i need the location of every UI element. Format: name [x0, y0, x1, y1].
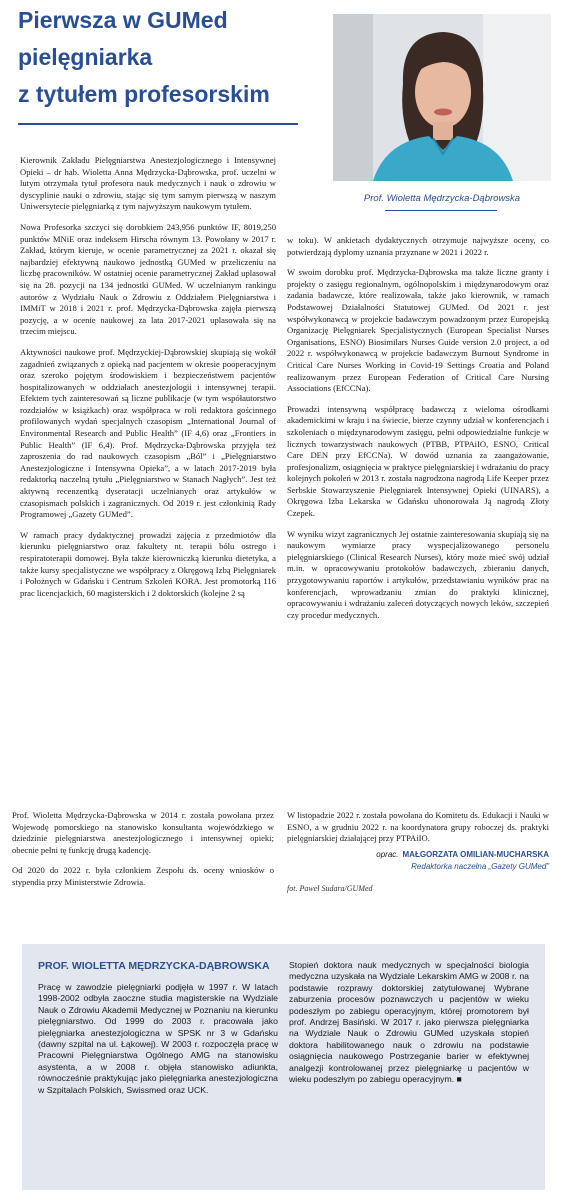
paragraph: W listopadzie 2022 r. została powołana do Komitetu ds. Edukacji i Nauki w ESNO, a w grudniu 2022 r. na koordynatora grupy roboczej ds. praktyki pielęgniarskiej działającej przy PTPAiIO. [287, 810, 549, 844]
article-column-right [287, 235, 549, 630]
bio-column-left: Pracę w zawodzie pielęgniarki podjęła w 1997 r. W latach 1998-2002 odbyła zaoczne studia magisterskie na Wydziale Nauk o Zdrowiu Akademii Medycznej w Poznaniu na kierunku pielęgniarstwo. Od 1999 do 2003 r. pracowała jako pielęgniarka anestezjologiczna w SPSK nr 3 w Gdańsku (dawny szpital na ul. Łąkowej). W 2003 r. rozpoczęła pracę w Pracowni Pielęgniarstwa Ogólnego AMG na stanowisku asystenta, a w 2008 r. objęła stanowisko adiunkta, równocześnie praktykując jako pielęgniarka anestezjologiczna w Szpitalach Polskich, Swissmed oraz UCK. [38, 982, 278, 1095]
paragraph: W swoim dorobku prof. Mędrzycka-Dąbrowska ma także liczne granty i projekty o zasięgu regionalnym, ogólnopolskim i międzynarodowym oraz zadania badawcze, które realizowała, także jako kierownik, w ramach Podstawowej Działalności Statutowej GUMed. Od 2021 r. jest współwykonawcą w projekcie badawczym powadzonym przez Europejską Organizację Pielęgniarek Specjalistycznych (European Specialist Nurses Organisations, ESNO) Biosimilars Nurses Guide version 2.0 project, a od 2022 r. współwykonawcą w projekcie badawczym Burnout Syndrome in Critical Care Nurses Working in Covid-19 Settings Croatia and Poland realizowanym przez European Federation of Critical Care Nursing Associations (EfCCNa). [287, 267, 549, 394]
portrait-photo [333, 14, 551, 181]
bio-column-right: Stopień doktora nauk medycznych w specjalności biologia medyczna uzyskała na Wydziale Lekarskim AMG w 2008 r. na podstawie rozprawy doktorskiej zatytułowanej Wybrane zaburzenia procesów poznawczych u pacjentów w wieku podeszłym po zabiegu operacyjnym, której promotorem był prof. Andrzej Basiński. W 2017 r. jako pierwsza pielęgniarka na Wydziale Nauk o Zdrowiu GUMed uzyskała stopień doktora habilitowanego nauk o zdrowiu na podstawie osiągnięcia naukowego Postrzeganie barier w efektywnej analgezji kontrolowanej przez pielęgniarkę u pacjentów w wieku podeszłym po zabiegu operacyjnym. ■ [289, 960, 529, 1085]
title-divider [18, 123, 298, 125]
article-title [18, 2, 318, 113]
paragraph: Kierownik Zakładu Pielęgniarstwa Anestezjologicznego i Intensywnej Opieki – dr hab. Wioletta Anna Mędrzycka-Dąbrowska, prof. uczelni w lutym otrzymała tytuł profesora nauk medycznych i nauk o zdrowiu w dyscyplinie nauki o zdrowiu, stając się tym samym pierwszą w naszym Uniwersytecie pielęgniarką z tym najwyższym naukowym tytułem. [20, 155, 276, 212]
caption-divider [385, 210, 497, 211]
author-role: Redaktorka naczelna „Gazety GUMed” [411, 862, 549, 872]
paragraph: w toku). W ankietach dydaktycznych otrzymuje najwyższe oceny, co potwierdzają dyplomy uznania przyznane w 2021 i 2022 r. [287, 235, 549, 257]
article-footer-right [287, 810, 549, 873]
article-column-left [20, 155, 276, 608]
title-line: pielęgniarka [18, 44, 153, 70]
paragraph: Nowa Profesorka szczyci się dorobkiem 243,956 punktów IF, 8019,250 punktów MNiE oraz indeksem Hirscha równym 13. Powołany w 2017 r. Zakład, którym kieruje, w ocenie parametrycznej za 2021 r. okazał się najbardziej efektywną naukowo jednostką GUMed w przeliczeniu na liczbę pracowników. W ostatniej ocenie parametrycznej Zakład uplasował się na 28. pozycji na 134 jednostki GUMed. W uczelnianym rankingu autorów z Wydziału Nauk o Zdrowiu z Oddziałem Pielęgniarstwa i IMMiT w 2018 i 2021 r. prof. Mędrzycka-Dąbrowska zajęła pierwszą pozycję, a w ocenie naukowej za lata 2017-2021 uplasowała się na trzecim miejscu. [20, 221, 276, 337]
photo-caption: Prof. Wioletta Mędrzycka-Dąbrowska [363, 193, 521, 204]
paragraph: Aktywności naukowe prof. Mędrzyckiej-Dąbrowskiej skupiają się wokół zagadnień związanych z opieką nad pacjentem w okresie pooperacyjnym oraz szeroko pojętym środowiskiem i bezpieczeństwem pacjentów hospitalizowanych w oddziałach anestezjologii i intensywnej terapii. Efektem tych zainteresowań są liczne publikacje (w tym współautorstwo rozdziałów w książkach) oraz współpraca w roli redaktora gościnnego profilowanych wydań specjalnych czasopism „International Journal of Environmental Research and Public Health” (IF 4,6) oraz „Frontiers in Public Health” (IF 6,4). Prof. Mędrzycka-Dąbrowska przyjęła też zaproszenia do rad naukowych czasopism „Ból” i „Pielęgniarstwo Anestezjologiczne i Intensywna Opieka”, a w latach 2017-2019 była redaktorką naczelną tytułu „Pielęgniarstwo w Stanach Nagłych”. Jest też aktywną recenzentką dyseratacji uczelnianych oraz artykułów w czasopismach polskich i zagranicznych. Od 2019 r. jest członkinią Rady Programowej „Gazety GUMed”. [20, 346, 276, 520]
author-signature [287, 849, 549, 873]
paragraph: Prof. Wioletta Mędrzycka-Dąbrowska w 2014 r. została powołana przez Wojewodę pomorskiego na stanowisko konsultanta wojewódzkiego w dziedzinie pielęgniarstwa anestezjologicznego i intensywnej opieki; obecnie pełni tę funkcję drugą kadencję. [12, 810, 274, 855]
author-name: MAŁGORZATA OMILIAN-MUCHARSKA [402, 849, 549, 859]
signature-label: oprac. [376, 849, 399, 859]
bio-box [22, 944, 545, 1190]
paragraph: W ramach pracy dydaktycznej prowadzi zajęcia z przedmiotów dla kierunku pielęgniarstwo oraz fakultety nt. terapii bólu ostrego i respiratoterapii domowej. Była także kierowniczką kierunku dietetyka, a także kursy specjalistyczne we współpracy z Okręgową Izbą Pielęgniarek i Położnych w Gdańsku i Centrum Szkoleń KORA. Jest promotorką 116 prac licencjackich, 60 magisterskich i 2 doktorskich (kolejne 2 są [20, 529, 276, 598]
article-footer-left [12, 810, 274, 898]
photo-credit: fot. Paweł Sudara/GUMed [287, 884, 373, 893]
paragraph: Od 2020 do 2022 r. była członkiem Zespołu ds. oceny wniosków o stypendia przy Ministerstwie Zdrowia. [12, 865, 274, 887]
paragraph: W wyniku wizyt zagranicznych Jej ostatnie zainteresowania skupiają się na naukowym wymiarze pracy wyspecjalizowanego personelu pielęgniarskiego (Clinical Research Nurses), który może mieć swój udział m.in. w opracowywaniu protokołów badawczych, zbieraniu danych, przygotowywaniu raportów i artykułów, przedstawianiu wyników prac na konferencjach, wprowadzaniu zmian do praktyki klinicznej, opracowywaniu i wdrażaniu zaleceń dotyczących nowych leków, szczepień czy procedur medycznych. [287, 528, 549, 620]
bio-title: PROF. WIOLETTA MĘDRZYCKA-DĄBROWSKA [38, 960, 270, 972]
title-line: Pierwsza w GUMed [18, 7, 228, 33]
paragraph: Prowadzi intensywną współpracę badawczą z wieloma ośrodkami akademickimi w kraju i na świecie, bierze czynny udział w konferencjach i szkoleniach o międzynarodowym zasięgu, pełni odpowiedzialne funkcje w licznych towarzystwach naukowych (PTBB, PTPAiIO, ESNO, Critical Care DEN przy EfCCNa). W dowód uznania za zaangażowanie, profesjonalizm, osiągnięcia w praktyce pielęgniarskiej i wdrażaniu do pracy kolejnych pokoleń w 2013 r. została nagrodzona nagrodą Life Keeper przez Serbskie Stowarzyszenie Pielęgniarek Intensywnej Opieki (UINARS), a Okręgowa Izba Lekarska w Gdańsku uhonorowała Ją nagrodą Złoty Czepek. [287, 403, 549, 519]
title-line: z tytułem profesorskim [18, 81, 270, 107]
